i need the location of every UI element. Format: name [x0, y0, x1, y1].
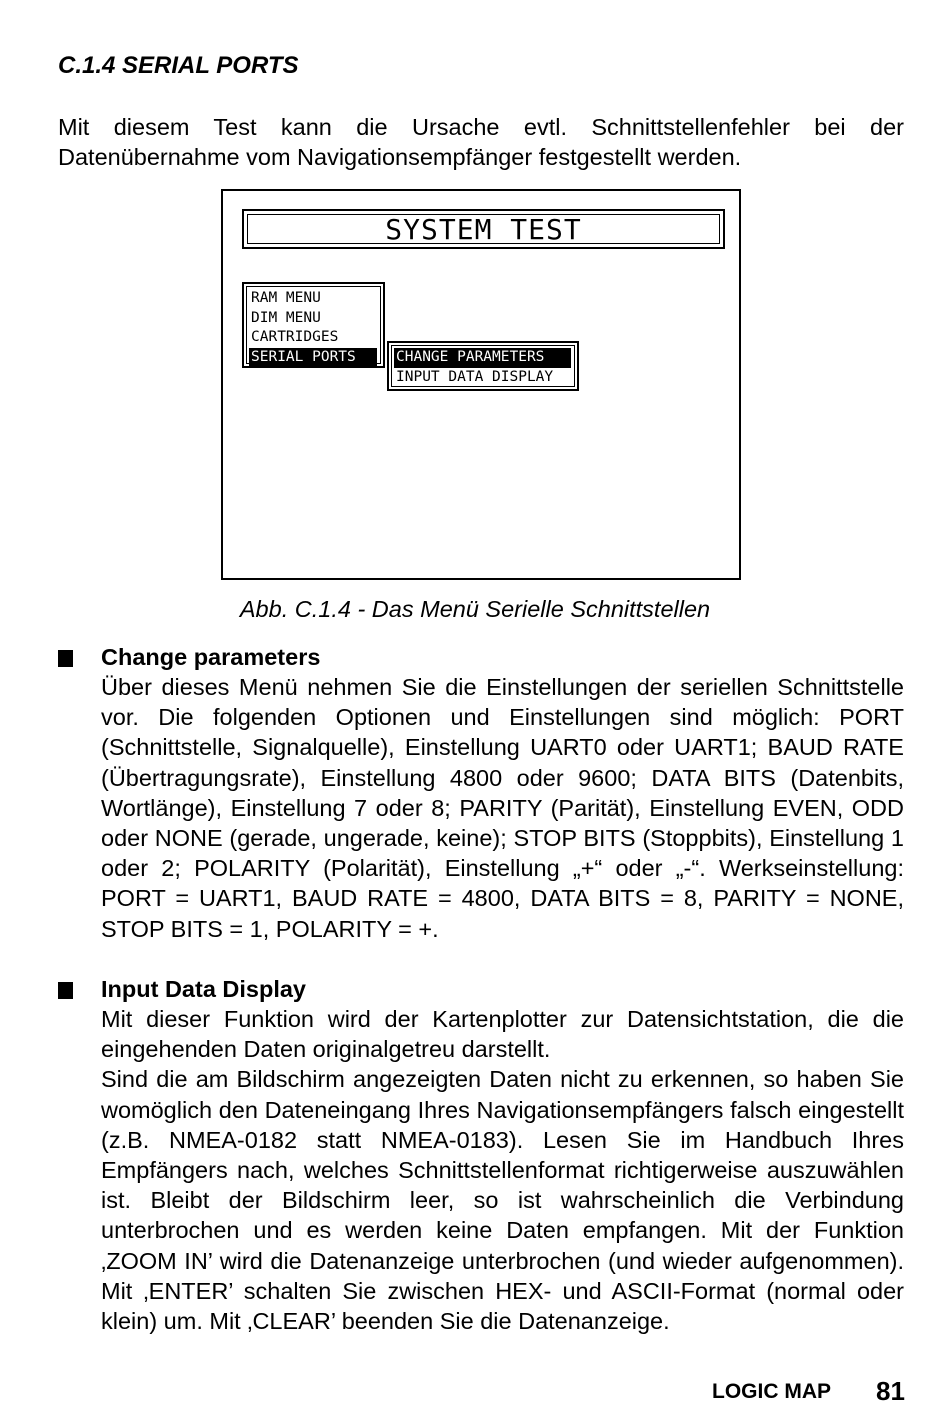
intro-paragraph: Mit diesem Test kann die Ursache evtl. Schnittstellenfehler bei der Datenübernahme vom Navigationsempfänger festgestellt werden. — [58, 114, 904, 170]
menu-item-dim-menu[interactable]: DIM MENU — [251, 309, 321, 326]
section-body — [101, 672, 904, 944]
section-title: Change parameters — [101, 644, 321, 670]
menu-item-serial-ports[interactable]: SERIAL PORTS — [249, 348, 377, 368]
section-paragraph: Mit dieser Funktion wird der Kartenplotter zur Datensichtstation, die die eingehenden Daten originalgetreu darstellt. — [101, 1006, 904, 1063]
system-test-screen — [221, 189, 741, 580]
serial-ports-submenu — [387, 341, 579, 391]
figure-caption: Abb. C.1.4 - Das Menü Serielle Schnittstellen — [239, 596, 711, 622]
section-body — [101, 1004, 904, 1336]
section-paragraph: Sind die am Bildschirm angezeigten Daten nicht zu erkennen, so haben Sie womöglich den Dateneingang Ihres Navigationsempfängers falsch eingestellt (z.B. NMEA-0182 statt NMEA-0183). Lesen Sie im Handbuch Ihres Empfängers nach, welches Schnittstellenformat richtigerweise auszuwählen ist. Bleibt der Bildschirm leer, so ist wahrscheinlich die Verbindung unterbrochen und es werden keine Daten empfangen. Mit der Funktion ‚ZOOM IN’ wird die Datenanzeige unterbrochen (und wieder aufgenommen). Mit ‚ENTER’ schalten Sie zwischen HEX- und ASCII-Format (normal oder klein) um. Mit ‚CLEAR’ beenden Sie die Datenanzeige. — [101, 1066, 904, 1335]
menu-item-cartridges[interactable]: CARTRIDGES — [251, 329, 339, 345]
menu-item-ram-menu[interactable]: RAM MENU — [251, 290, 321, 306]
section-title: Input Data Display — [101, 976, 307, 1002]
section-paragraph: Über dieses Menü nehmen Sie die Einstellungen der seriellen Schnittstelle vor. Die folgenden Optionen und Einstellungen sind möglich: PORT (Schnittstelle, Signalquelle), Einstellung UART0 oder UART1; BAUD RATE (Übertragungsrate), Einstellung 4800 oder 9600; DATA BITS (Datenbits, Wortlänge), Einstellung 7 oder 8; PARITY (Parität), Einstellung EVEN, ODD oder NONE (gerade, ungerade, keine); STOP BITS (Stoppbits), Einstellung 1 oder 2; POLARITY (Polarität), Einstellung „+“ oder „-“. Werkseinstellung: PORT = UART1, BAUD RATE = 4800, DATA BITS = 8, PARITY = NONE, STOP BITS = 1, POLARITY = +. — [101, 674, 904, 942]
bullet-square-icon — [58, 650, 73, 667]
bullet-square-icon — [58, 982, 73, 999]
page-number: 81 — [876, 1376, 905, 1406]
section-heading: C.1.4 SERIAL PORTS — [58, 52, 299, 79]
screen-title-box — [242, 209, 725, 249]
main-menu — [242, 282, 385, 368]
submenu-item-input-data-display[interactable]: INPUT DATA DISPLAY — [396, 368, 554, 385]
footer-brand: LOGIC MAP — [712, 1380, 831, 1403]
submenu-item-change-parameters[interactable]: CHANGE PARAMETERS — [394, 348, 571, 368]
screen-title: SYSTEM TEST — [247, 214, 720, 244]
